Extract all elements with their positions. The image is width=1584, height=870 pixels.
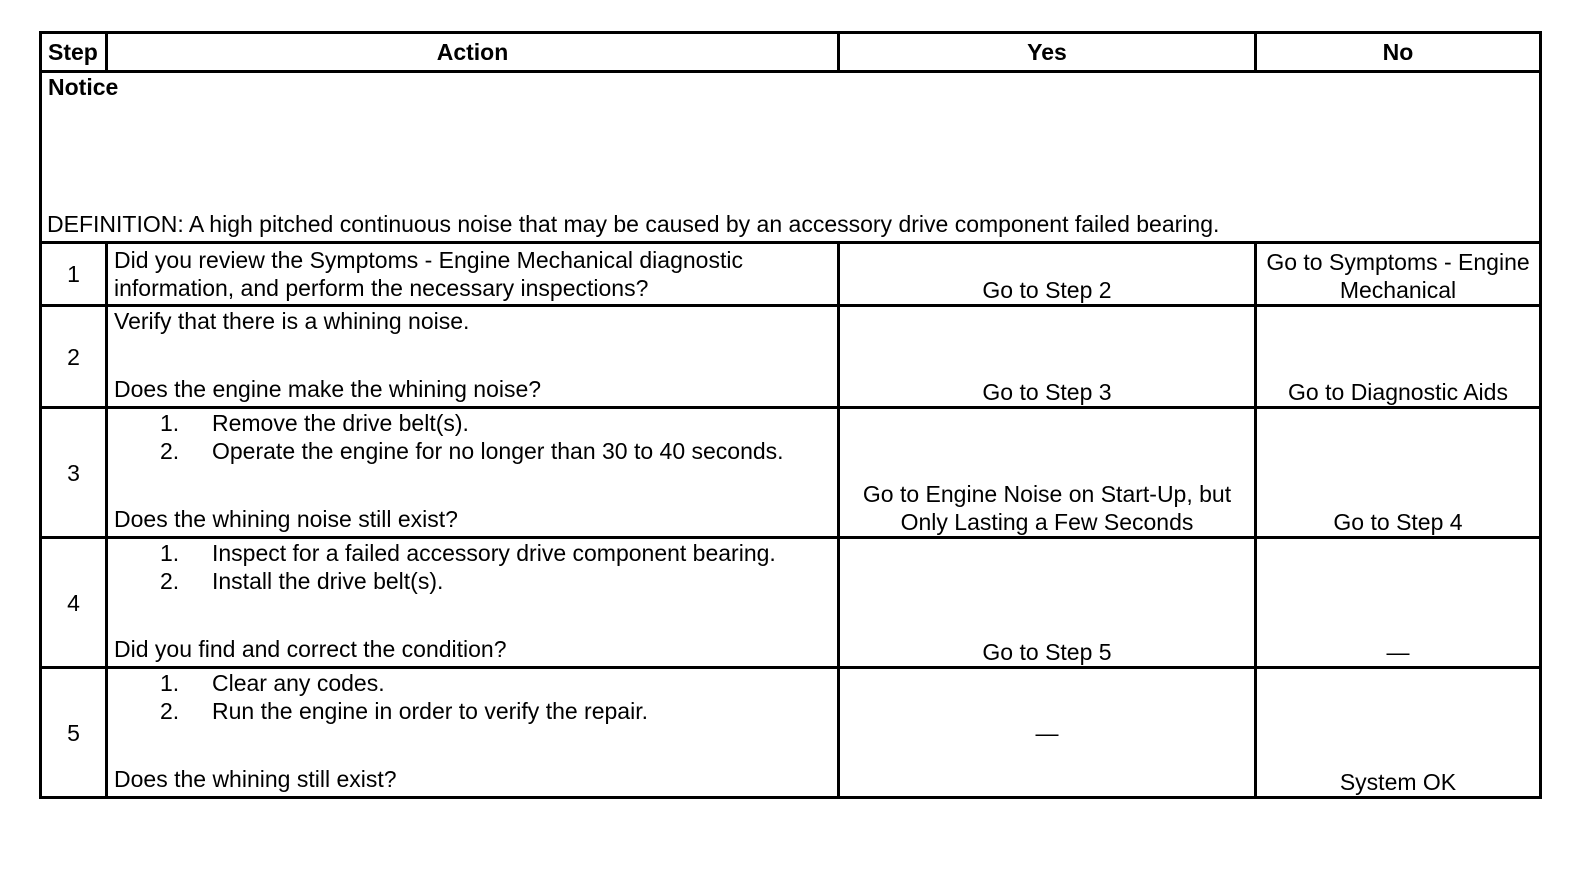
list-item: 2. Run the engine in order to verify the repair.: [160, 698, 648, 724]
diagnostic-table: [39, 31, 1542, 799]
action-question: Does the whining noise still exist?: [114, 506, 458, 532]
action-cell: [107, 243, 839, 306]
list-item: 1. Clear any codes.: [160, 670, 385, 696]
action-question: Does the engine make the whining noise?: [114, 376, 542, 402]
action-steps-list: [114, 409, 831, 465]
table-row: [41, 306, 1541, 408]
no-cell: Go to Step 4: [1256, 408, 1541, 538]
action-cell: [107, 668, 839, 798]
notice-title: Notice: [48, 74, 119, 100]
step-number: 2: [41, 306, 107, 408]
action-question: Did you find and correct the condition?: [114, 636, 507, 662]
table-row: [41, 243, 1541, 306]
header-no: No: [1256, 33, 1541, 72]
action-steps-list: [114, 669, 831, 725]
step-number: 3: [41, 408, 107, 538]
table-row: [41, 408, 1541, 538]
no-cell: —: [1256, 538, 1541, 668]
list-item: 2. Operate the engine for no longer than 30 to 40 seconds.: [160, 438, 784, 464]
header-action: Action: [107, 33, 839, 72]
yes-cell: Go to Engine Noise on Start-Up, but Only Lasting a Few Seconds: [839, 408, 1256, 538]
header-yes: Yes: [839, 33, 1256, 72]
list-item: 2. Install the drive belt(s).: [160, 568, 444, 594]
no-cell: Go to Symptoms - Engine Mechanical: [1256, 243, 1541, 306]
action-cell: [107, 408, 839, 538]
header-step: Step: [41, 33, 107, 72]
action-cell: [107, 306, 839, 408]
yes-cell: Go to Step 2: [839, 243, 1256, 306]
table-row: [41, 668, 1541, 798]
notice-cell: [41, 72, 1541, 243]
yes-cell: Go to Step 5: [839, 538, 1256, 668]
notice-row: [41, 72, 1541, 243]
definition-text: DEFINITION: A high pitched continuous noise that may be caused by an accessory drive component failed bearing.: [47, 211, 1220, 237]
yes-cell: —: [839, 668, 1256, 798]
action-intro: Verify that there is a whining noise.: [114, 308, 470, 334]
action-cell: [107, 538, 839, 668]
action-question: Does the whining still exist?: [114, 766, 397, 792]
step-number: 1: [41, 243, 107, 306]
header-row: [41, 33, 1541, 72]
no-cell: System OK: [1256, 668, 1541, 798]
step-number: 5: [41, 668, 107, 798]
list-item: 1. Remove the drive belt(s).: [160, 410, 469, 436]
action-question: Did you review the Symptoms - Engine Mechanical diagnostic information, and perform the necessary inspections?: [114, 247, 743, 301]
table-row: [41, 538, 1541, 668]
yes-cell: Go to Step 3: [839, 306, 1256, 408]
list-item: 1. Inspect for a failed accessory drive component bearing.: [160, 540, 776, 566]
step-number: 4: [41, 538, 107, 668]
action-steps-list: [114, 539, 831, 595]
no-cell: Go to Diagnostic Aids: [1256, 306, 1541, 408]
